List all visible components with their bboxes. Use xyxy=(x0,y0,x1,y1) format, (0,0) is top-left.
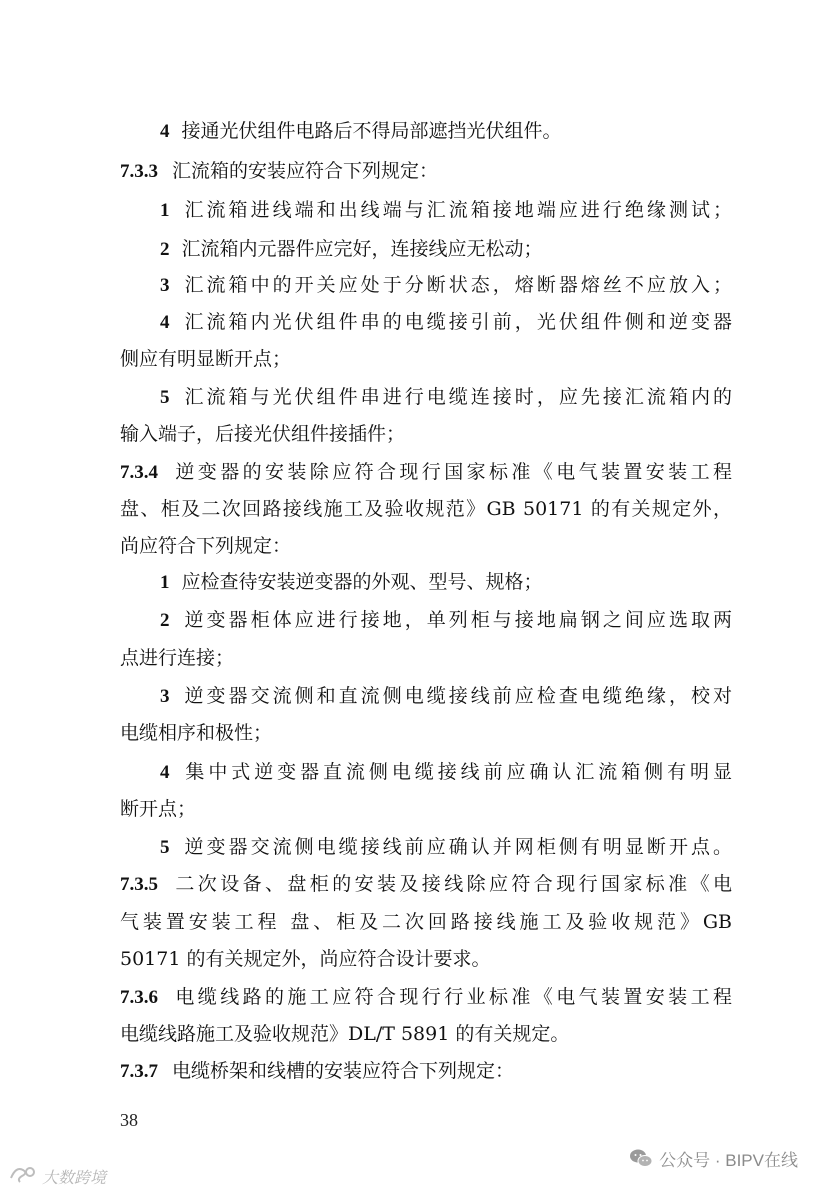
page-number: 38 xyxy=(120,1110,138,1130)
wechat-icon xyxy=(629,1148,653,1170)
section-heading: 7.3.7 电缆桥架和线槽的安装应符合下列规定： xyxy=(120,1060,515,1082)
paragraph-line: 电缆线路施工及验收规范》DL/T 5891 的有关规定。 xyxy=(120,1023,570,1045)
list-item: 5 汇流箱与光伏组件串进行电缆连接时，应先接汇流箱内的 xyxy=(160,386,732,408)
paragraph-line: 盘、柜及二次回路接线施工及验收规范》GB 50171 的有关规定外， xyxy=(120,498,732,520)
list-item: 4 接通光伏组件电路后不得局部遮挡光伏组件。 xyxy=(160,120,562,142)
paragraph-line: 侧应有明显断开点； xyxy=(120,348,292,370)
paragraph-line: 点进行连接； xyxy=(120,647,235,669)
watermark-brand xyxy=(8,1164,106,1188)
paragraph-line: 电缆相序和极性； xyxy=(120,722,273,744)
list-item: 5 逆变器交流侧电缆接线前应确认并网柜侧有明显断开点。 xyxy=(160,836,732,858)
list-item: 1 汇流箱进线端和出线端与汇流箱接地端应进行绝缘测试； xyxy=(160,199,732,221)
section-heading: 7.3.3 汇流箱的安装应符合下列规定： xyxy=(120,160,439,182)
section-heading: 7.3.5 二次设备、盘柜的安装及接线除应符合现行国家标准《电 xyxy=(120,873,732,895)
paragraph-line: 断开点； xyxy=(120,798,197,820)
list-item: 2 逆变器柜体应进行接地，单列柜与接地扁钢之间应选取两 xyxy=(160,609,732,631)
list-item: 1 应检查待安装逆变器的外观、型号、规格； xyxy=(160,571,543,593)
watermark-text: 公众号 · BIPV在线 xyxy=(659,1151,798,1170)
watermark-wechat xyxy=(629,1146,798,1171)
list-item: 3 汇流箱中的开关应处于分断状态，熔断器熔丝不应放入； xyxy=(160,274,732,296)
paragraph-line: 50171 的有关规定外，尚应符合设计要求。 xyxy=(120,948,491,970)
list-item: 3 逆变器交流侧和直流侧电缆接线前应检查电缆绝缘，校对 xyxy=(160,685,732,707)
list-item: 4 集中式逆变器直流侧电缆接线前应确认汇流箱侧有明显 xyxy=(160,761,732,783)
section-heading: 7.3.4 逆变器的安装除应符合现行国家标准《电气装置安装工程 xyxy=(120,461,732,483)
list-item: 2 汇流箱内元器件应完好，连接线应无松动； xyxy=(160,238,543,260)
paragraph-line: 尚应符合下列规定： xyxy=(120,535,292,557)
list-item: 4 汇流箱内光伏组件串的电缆接引前，光伏组件侧和逆变器 xyxy=(160,311,732,333)
paragraph-line: 气装置安装工程 盘、柜及二次回路接线施工及验收规范》GB xyxy=(120,911,732,933)
brand-text: 大数跨境 xyxy=(42,1167,107,1187)
brand-logo-icon xyxy=(8,1164,38,1188)
paragraph-line: 输入端子，后接光伏组件接插件； xyxy=(120,423,406,445)
section-heading: 7.3.6 电缆线路的施工应符合现行行业标准《电气装置安装工程 xyxy=(120,986,732,1008)
